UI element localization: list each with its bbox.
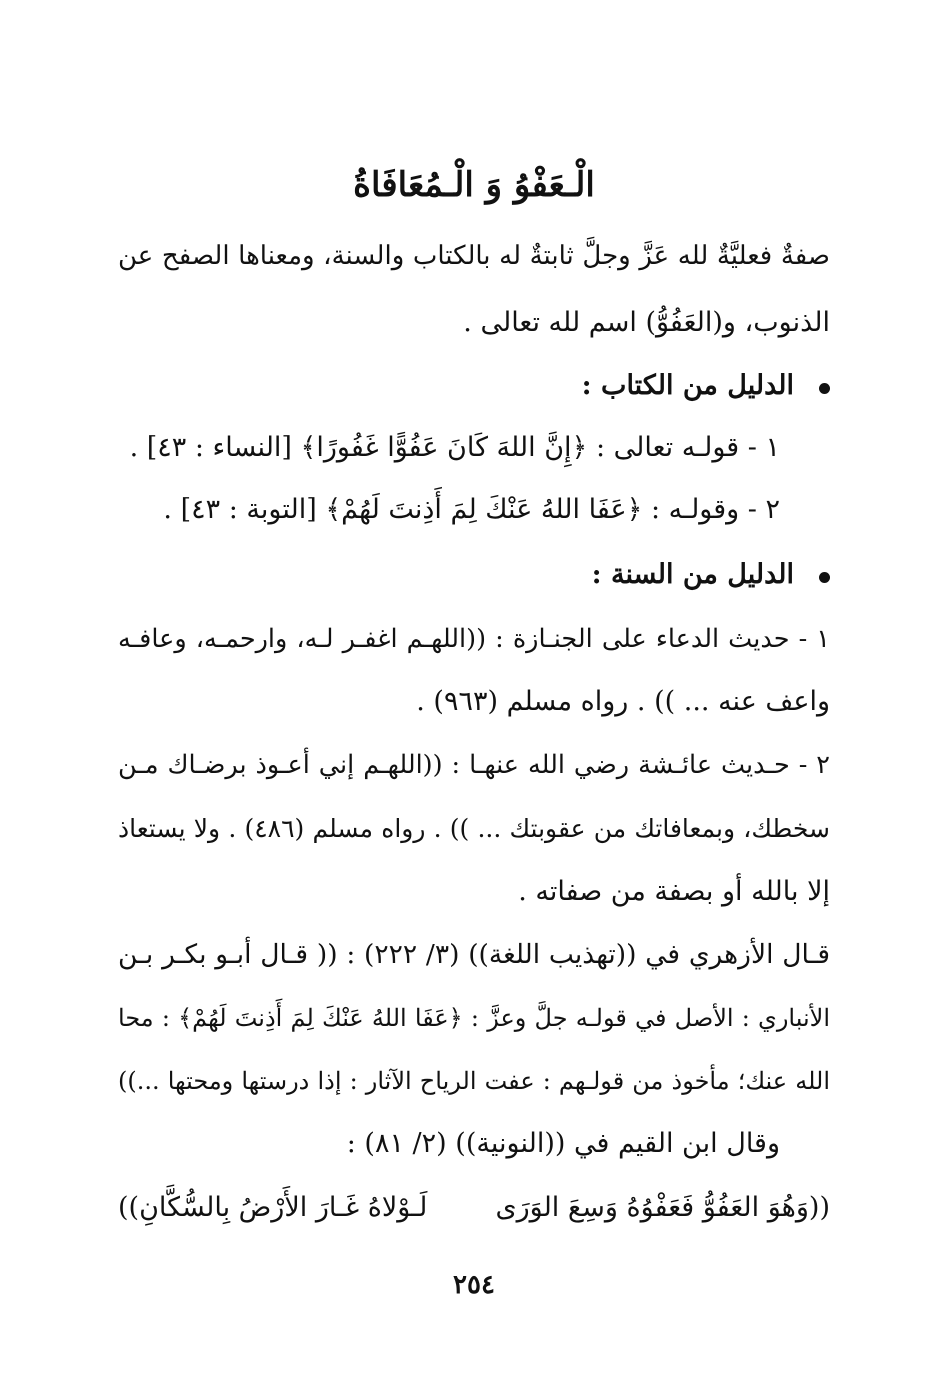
verse-first-hemistich: ((وَهُوَ العَفُوُّ فَعَفْوُهُ وَسِعَ الوَرَى [495, 1192, 830, 1223]
azhari-quote-line-3: الله عنك؛ مأخوذ من قولـهم : عفت الرياح الآثار : إذا درستها ومحتها ...)) [118, 1067, 830, 1095]
sunna-item-1-line-2: واعف عنه ... )) . رواه مسلم (٩٦٣) . [416, 686, 830, 717]
sunna-heading [118, 545, 830, 605]
azhari-quote-line-2: الأنباري : الأصل في قولـه جلَّ وعزَّ : ﴿عَفَا اللهُ عَنْكَ لِمَ أَذِنتَ لَهُمْ﴾ : محا [118, 1004, 830, 1032]
poem-verse [118, 1178, 830, 1238]
intro-line-2: الذنوب، و(العَفُوُّ) اسم لله تعالى . [463, 307, 830, 338]
sunna-item-2-line-2: سخطك، وبمعافاتك من عقوبتك ... )) . رواه مسلم (٤٨٦) . ولا يستعاذ [118, 814, 830, 843]
kitab-heading [118, 356, 830, 416]
azhari-quote-line-1: قـال الأزهري في ((تهذيب اللغة)) (٣/ ٢٢٢) : (( قـال أبـو بكـر بـن [118, 939, 830, 970]
sunna-item-1-line-1: ١ - حديث الدعاء على الجنـازة : ((اللهـم اغفـر لـه، وارحمـه، وعافـه [118, 624, 830, 654]
document-page [118, 0, 830, 1381]
sunna-item-2-line-1: ٢ - حـديث عائـشة رضي الله عنهـا : ((اللهـم إني أعـوذ برضـاك مـن [118, 750, 830, 780]
sunna-item-2-line-3: إلا بالله أو بصفة من صفاته . [518, 876, 830, 907]
sunna-heading-text: الدليل من السنة : [591, 559, 794, 590]
page-title: الْـعَفْوُ وَ الْـمُعَافَاةُ [353, 165, 595, 205]
kitab-item-1: ١ - قولـه تعالى : ﴿إِنَّ اللهَ كَانَ عَفُوًّا غَفُورًا﴾ [النساء : ٤٣] . [129, 432, 780, 463]
kitab-item-2: ٢ - وقولـه : ﴿عَفَا اللهُ عَنْكَ لِمَ أَذِنتَ لَهُمْ﴾ [التوبة : ٤٣] . [163, 494, 780, 525]
intro-line-1: صفةٌ فعليَّةٌ لله عَزَّ وجلَّ ثابتةٌ له بالكتاب والسنة، ومعناها الصفح عن [118, 241, 830, 271]
verse-second-hemistich: لَـوْلاهُ غَـارَ الأَرْضُ بِالسُّكَّانِ)) [118, 1192, 428, 1223]
ibn-qayyim-intro: وقال ابن القيم في ((النونية)) (٢/ ٨١) : [346, 1128, 780, 1159]
kitab-heading-text: الدليل من الكتاب : [581, 370, 794, 401]
bullet-icon [819, 383, 830, 394]
page-number: ٢٥٤ [453, 1270, 495, 1300]
bullet-icon [819, 572, 830, 583]
